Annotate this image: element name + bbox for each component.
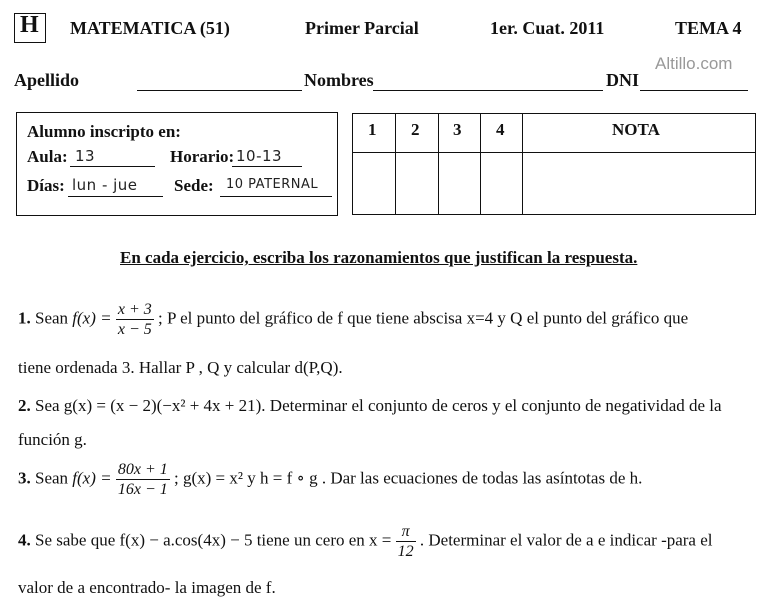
exercise-4-denominator: 12 <box>397 543 414 561</box>
exercise-1-fraction <box>116 300 154 339</box>
exercise-4-lead: Se sabe que f(x) − a.cos(4x) − 5 tiene un cero en x = <box>35 530 392 550</box>
exercise-4-number: 4. <box>18 530 31 550</box>
exercise-1-number: 1. <box>18 308 31 328</box>
grade-header-2: 2 <box>411 120 420 139</box>
exercise-1-lead: Sean <box>35 308 69 328</box>
grade-col-divider-2 <box>438 113 439 215</box>
exercise-3-denominator: 16x − 1 <box>117 481 168 499</box>
watermark: Altillo.com <box>655 54 733 73</box>
grade-header-nota: NOTA <box>612 120 660 139</box>
aula-value: 13 <box>75 147 96 165</box>
sede-value: 10 PATERNAL <box>226 177 319 192</box>
instruction-text: En cada ejercicio, escriba los razonamientos que justifican la respuesta. <box>120 248 638 267</box>
grade-header-3: 3 <box>453 120 462 139</box>
dias-line <box>68 196 163 197</box>
horario-label: Horario: <box>170 147 235 166</box>
grade-col-divider-4 <box>522 113 523 215</box>
dias-value: lun - jue <box>72 176 138 194</box>
grade-header-4: 4 <box>496 120 505 139</box>
exercise-1-numerator: x + 3 <box>116 300 154 320</box>
sede-line <box>220 196 332 197</box>
dni-label: DNI <box>606 70 640 90</box>
sede-label: Sede: <box>174 176 214 195</box>
apellido-label: Apellido <box>14 70 80 90</box>
grade-header-1: 1 <box>368 120 377 139</box>
exercise-1-denominator: x − 5 <box>117 321 152 339</box>
horario-value: 10-13 <box>236 147 283 165</box>
exercise-4-text: . Determinar el valor de a e indicar -para el <box>419 530 713 550</box>
dni-line[interactable] <box>640 90 748 91</box>
tema-letter: H <box>20 12 39 38</box>
horario-line <box>232 166 302 167</box>
exercise-1-line-1 <box>18 300 688 339</box>
exercise-3-fraction <box>116 460 170 499</box>
subject-title: MATEMATICA (51) <box>70 18 230 38</box>
nombres-line[interactable] <box>373 90 603 91</box>
exercise-3-lead: Sean <box>35 468 69 488</box>
exercise-3-number: 3. <box>18 468 31 488</box>
exam-name: Primer Parcial <box>305 18 419 38</box>
grade-col-divider-3 <box>480 113 481 215</box>
aula-label: Aula: <box>27 147 68 166</box>
apellido-line[interactable] <box>137 90 302 91</box>
exercise-4-line-1 <box>18 522 713 561</box>
nombres-label: Nombres <box>304 70 374 90</box>
tema-number: TEMA 4 <box>675 18 742 38</box>
exercise-2-line-1 <box>18 396 722 416</box>
exercise-2-number: 2. <box>18 396 31 415</box>
exercise-1-text: ; P el punto del gráfico de f que tiene abscisa x=4 y Q el punto del gráfico que <box>158 308 689 328</box>
dias-label: Días: <box>27 176 65 195</box>
exercise-3-text: ; g(x) = x² y h = f ∘ g . Dar las ecuaciones de todas las asíntotas de h. <box>174 468 643 488</box>
exercise-1-function: f(x) = <box>72 308 112 328</box>
exercise-2-text: Sea g(x) = (x − 2)(−x² + 4x + 21). Determinar el conjunto de ceros y el conjunto de negatividad de la <box>35 396 722 415</box>
exercise-3-function: f(x) = <box>72 468 112 488</box>
exercise-4-line-2: valor de a encontrado- la imagen de f. <box>18 578 276 597</box>
exercise-3-line-1 <box>18 460 642 499</box>
grade-col-divider-1 <box>395 113 396 215</box>
exercise-4-numerator: π <box>396 522 416 542</box>
exercise-1-line-2: tiene ordenada 3. Hallar P , Q y calcular d(P,Q). <box>18 358 343 377</box>
grade-table-header-divider <box>352 152 756 153</box>
exam-period: 1er. Cuat. 2011 <box>490 18 605 38</box>
student-box-title: Alumno inscripto en: <box>27 122 181 141</box>
exercise-3-numerator: 80x + 1 <box>116 460 170 480</box>
exercise-4-fraction <box>396 522 416 561</box>
aula-line <box>70 166 155 167</box>
exercise-2-line-2: función g. <box>18 430 87 449</box>
